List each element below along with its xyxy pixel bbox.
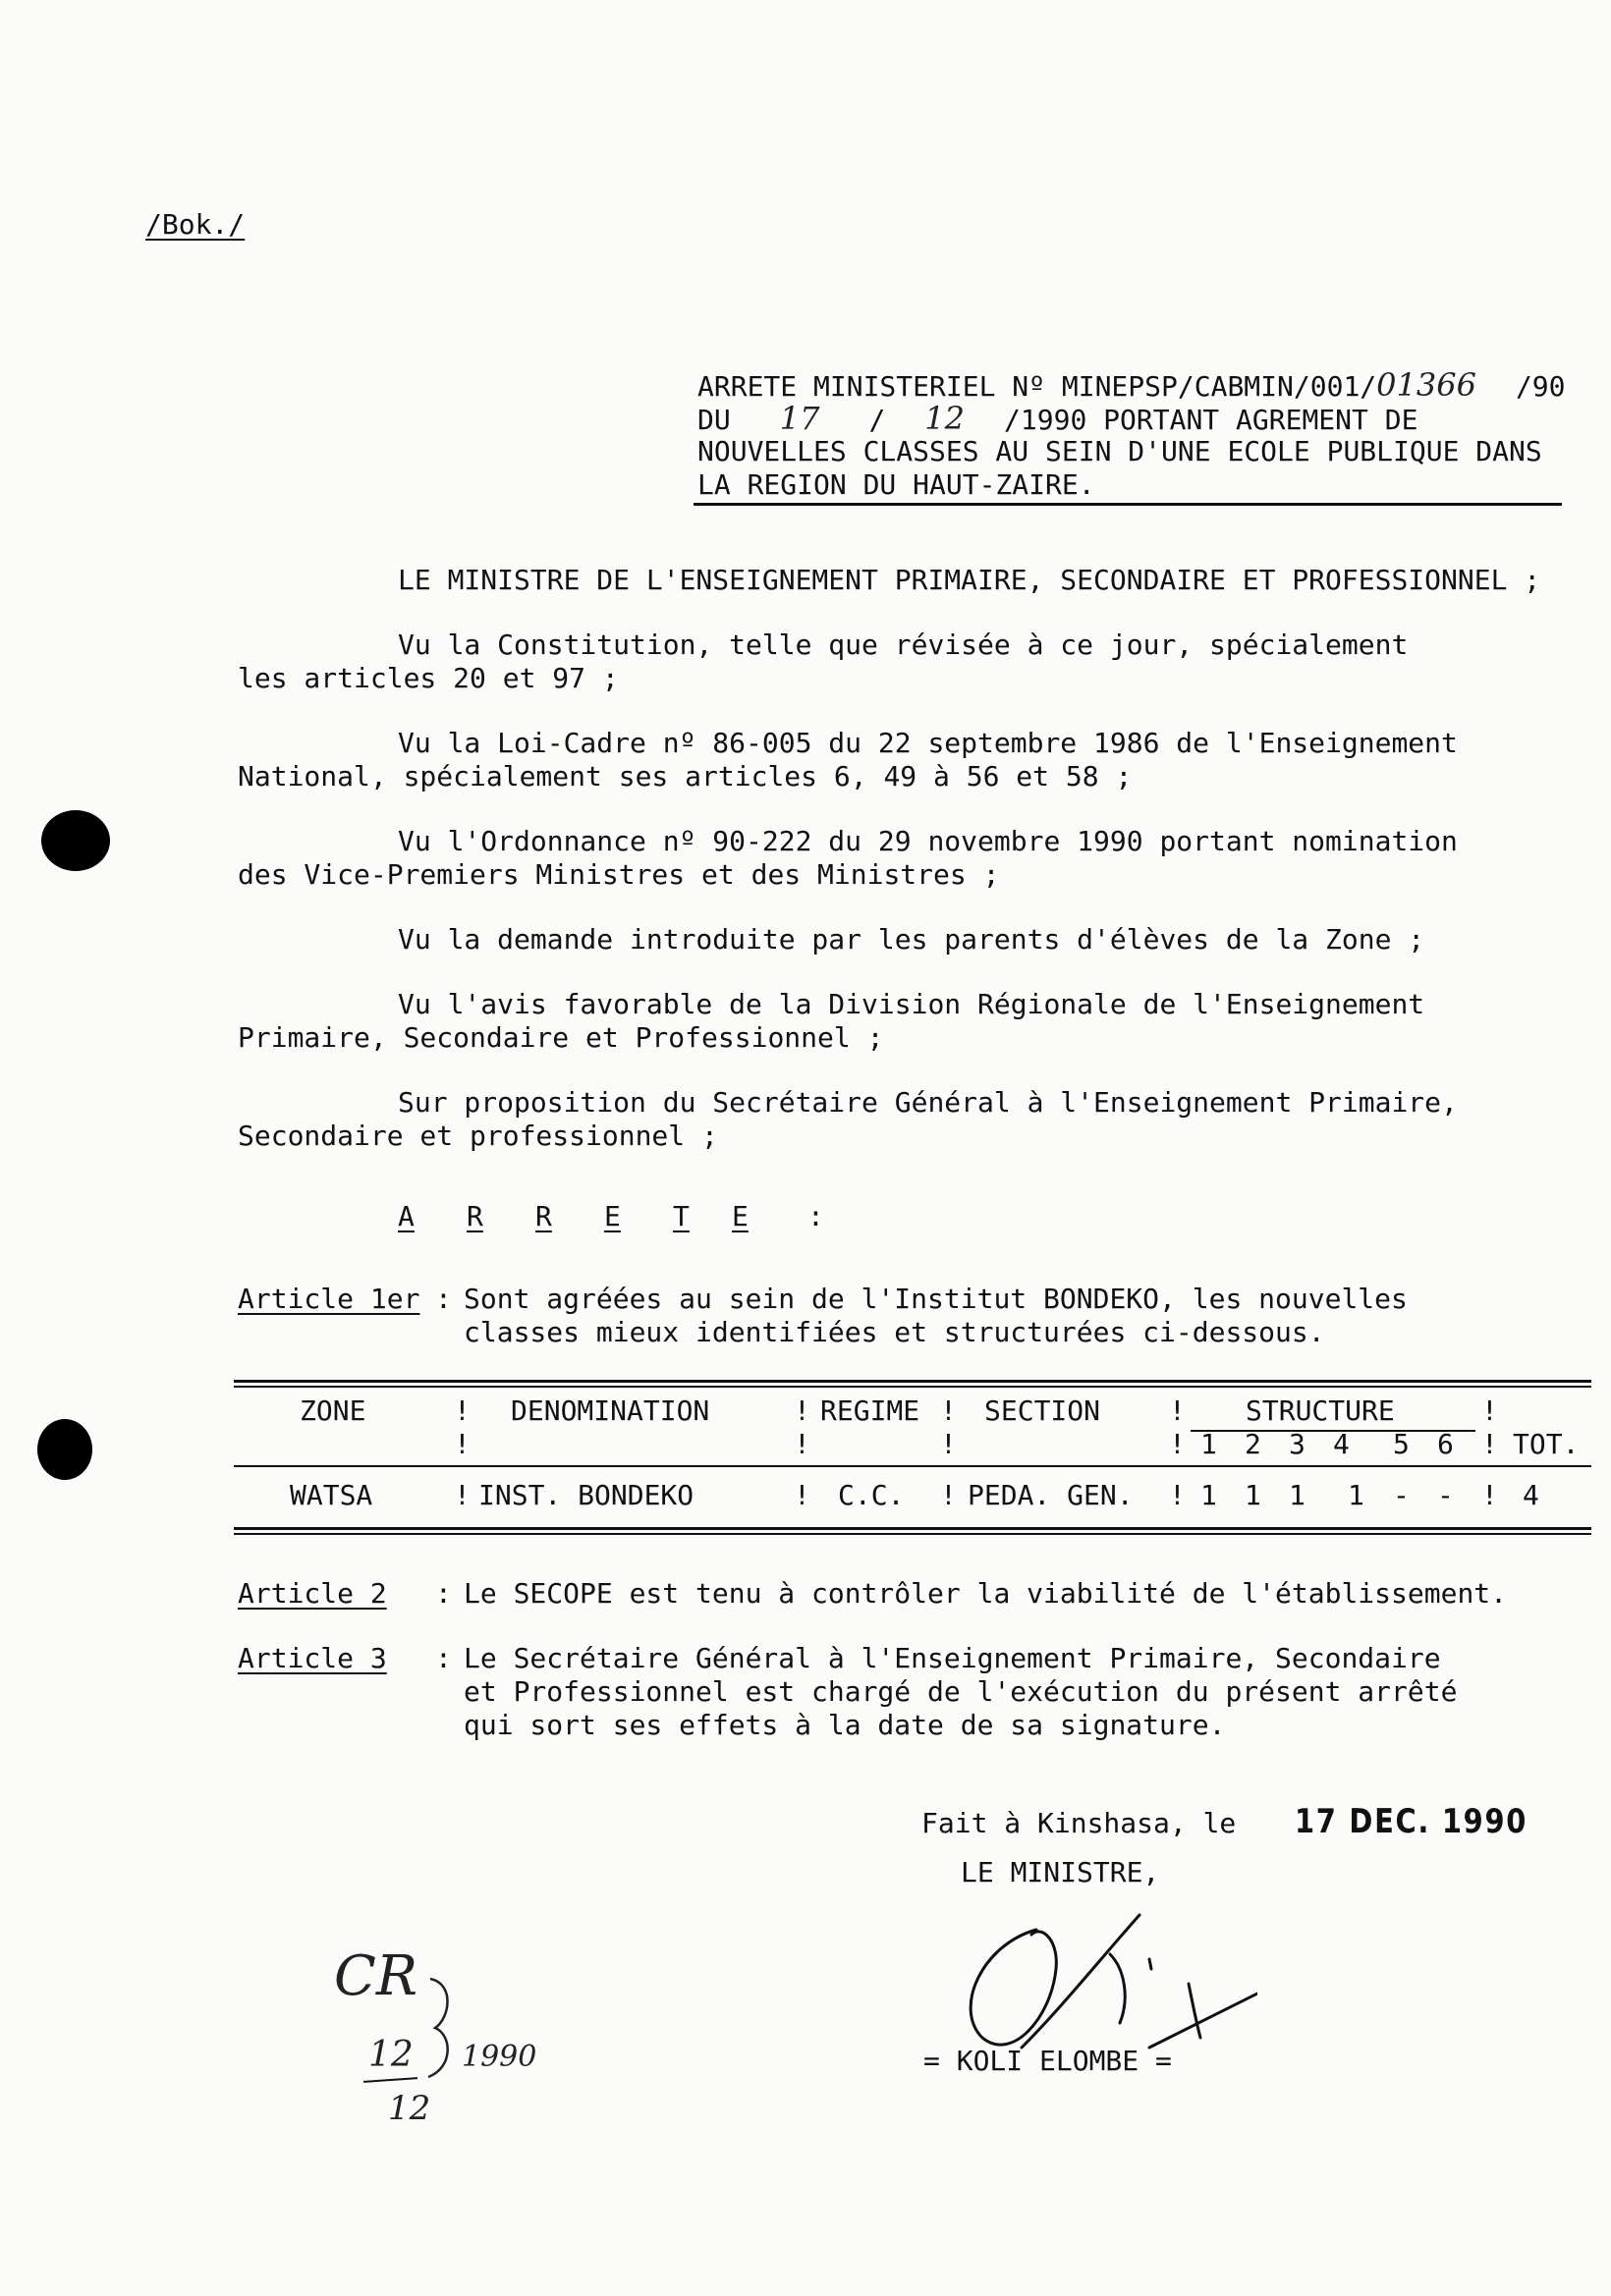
reference-code: /Bok./ bbox=[145, 208, 246, 241]
column-separator: ! bbox=[1169, 1394, 1186, 1427]
header-line-3: NOUVELLES CLASSES AU SEIN D'UNE ECOLE PUBLIQUE DANS bbox=[697, 435, 1542, 467]
structure-col-5: 5 bbox=[1393, 1428, 1410, 1460]
header-line-2 bbox=[697, 402, 1417, 437]
column-separator: ! bbox=[794, 1394, 810, 1427]
column-separator: ! bbox=[1481, 1394, 1498, 1427]
punch-hole-mark bbox=[37, 1419, 92, 1480]
article-1-label: Article 1er bbox=[238, 1283, 420, 1315]
arrete-letter: R bbox=[467, 1200, 483, 1232]
table-row-structure-3: 1 bbox=[1289, 1479, 1305, 1511]
consideration-5-line-2: Primaire, Secondaire et Professionnel ; bbox=[238, 1021, 884, 1054]
arrete-letter: T bbox=[673, 1200, 690, 1232]
structure-col-1: 1 bbox=[1200, 1428, 1217, 1460]
signatory-name: = KOLI ELOMBE = bbox=[923, 2045, 1172, 2077]
column-header-structure: STRUCTURE bbox=[1246, 1394, 1395, 1427]
header-underline bbox=[694, 503, 1562, 506]
annotation-initials: CR bbox=[334, 1944, 418, 2008]
column-separator: ! bbox=[1481, 1479, 1498, 1511]
punch-hole-mark bbox=[41, 810, 110, 871]
consideration-1-line-2: les articles 20 et 97 ; bbox=[238, 662, 619, 694]
consideration-2-line-2: National, spécialement ses articles 6, 49 à 56 et 58 ; bbox=[238, 760, 1133, 793]
article-2-label: Article 2 bbox=[238, 1577, 387, 1610]
article-1-line-1: Sont agréées au sein de l'Institut BONDEKO, les nouvelles bbox=[464, 1283, 1408, 1315]
article-2-separator: : bbox=[435, 1577, 452, 1610]
arrete-colon: : bbox=[807, 1200, 824, 1232]
decree-year-suffix: /90 bbox=[1515, 370, 1566, 403]
table-header-rule bbox=[234, 1465, 1591, 1467]
date-stamp: 17 DEC. 1990 bbox=[1295, 1802, 1528, 1841]
column-header-section: SECTION bbox=[984, 1394, 1101, 1427]
column-separator: ! bbox=[454, 1428, 471, 1460]
handwritten-day: 17 bbox=[779, 400, 820, 437]
signatory-title: LE MINISTRE, bbox=[961, 1856, 1160, 1888]
arrete-letter: E bbox=[604, 1200, 621, 1232]
article-3-separator: : bbox=[435, 1642, 452, 1674]
header-line-4: LA REGION DU HAUT-ZAIRE. bbox=[697, 468, 1095, 501]
table-row-regime: C.C. bbox=[838, 1479, 905, 1511]
structure-col-4: 4 bbox=[1333, 1428, 1350, 1460]
column-separator: ! bbox=[1481, 1428, 1498, 1460]
date-separator: / bbox=[868, 404, 886, 436]
table-row-structure-5: - bbox=[1393, 1479, 1410, 1511]
column-separator: ! bbox=[794, 1428, 810, 1460]
column-separator: ! bbox=[940, 1428, 957, 1460]
column-separator: ! bbox=[1169, 1428, 1186, 1460]
article-3-label: Article 3 bbox=[238, 1642, 387, 1674]
handwritten-decree-number: 01366 bbox=[1376, 366, 1476, 404]
article-3-line-1: Le Secrétaire Général à l'Enseignement Primaire, Secondaire bbox=[464, 1642, 1441, 1674]
header-subject-start: /1990 PORTANT AGREMENT DE bbox=[1004, 404, 1418, 436]
place-of-signing: Fait à Kinshasa, le bbox=[921, 1807, 1237, 1839]
column-separator: ! bbox=[794, 1479, 810, 1511]
consideration-3-line-2: des Vice-Premiers Ministres et des Ministres ; bbox=[238, 858, 1000, 891]
consideration-4-line-1: Vu la demande introduite par les parents d'élèves de la Zone ; bbox=[398, 923, 1425, 956]
column-separator: ! bbox=[454, 1394, 471, 1427]
table-row-structure-1: 1 bbox=[1200, 1479, 1217, 1511]
consideration-6-line-2: Secondaire et professionnel ; bbox=[238, 1120, 718, 1152]
column-header-zone: ZONE bbox=[300, 1394, 366, 1427]
table-row-denomination: INST. BONDEKO bbox=[478, 1479, 694, 1511]
table-top-rule bbox=[234, 1380, 1591, 1388]
table-row-structure-4: 1 bbox=[1348, 1479, 1364, 1511]
annotation-year: 1990 bbox=[462, 2040, 537, 2074]
article-1-line-2: classes mieux identifiées et structurées ci-dessous. bbox=[464, 1316, 1325, 1348]
header-line-1 bbox=[697, 368, 1566, 404]
column-header-denomination: DENOMINATION bbox=[511, 1394, 710, 1427]
article-2-line-1: Le SECOPE est tenu à contrôler la viabilité de l'établissement. bbox=[464, 1577, 1508, 1610]
consideration-6-line-1: Sur proposition du Secrétaire Général à l'Enseignement Primaire, bbox=[398, 1086, 1458, 1119]
column-header-tot: TOT. bbox=[1513, 1428, 1580, 1460]
consideration-5-line-1: Vu l'avis favorable de la Division Régionale de l'Enseignement bbox=[398, 988, 1425, 1020]
structure-col-2: 2 bbox=[1245, 1428, 1261, 1460]
minister-signature bbox=[943, 1900, 1257, 2067]
column-separator: ! bbox=[454, 1479, 471, 1511]
decree-number-label: ARRETE MINISTERIEL Nº MINEPSP/CABMIN/001/ bbox=[697, 370, 1377, 403]
handwritten-month: 12 bbox=[924, 400, 966, 437]
table-row-tot: 4 bbox=[1523, 1479, 1539, 1511]
arrete-letter: A bbox=[398, 1200, 415, 1232]
arrete-letter: E bbox=[732, 1200, 749, 1232]
table-row-zone: WATSA bbox=[290, 1479, 373, 1511]
annotation-day: 12 bbox=[368, 2035, 414, 2075]
column-separator: ! bbox=[940, 1394, 957, 1427]
consideration-1-line-1: Vu la Constitution, telle que révisée à ce jour, spécialement bbox=[398, 629, 1409, 661]
article-1-separator: : bbox=[435, 1283, 452, 1315]
annotation-bracket bbox=[420, 1974, 470, 2082]
annotation-fraction-bar bbox=[363, 2077, 417, 2083]
structure-col-3: 3 bbox=[1289, 1428, 1305, 1460]
table-row-structure-2: 1 bbox=[1245, 1479, 1261, 1511]
article-3-line-2: et Professionnel est chargé de l'exécution du présent arrêté bbox=[464, 1675, 1458, 1708]
table-bottom-rule bbox=[234, 1527, 1591, 1535]
column-separator: ! bbox=[1169, 1479, 1186, 1511]
article-3-line-3: qui sort ses effets à la date de sa signature. bbox=[464, 1709, 1226, 1741]
minister-title: LE MINISTRE DE L'ENSEIGNEMENT PRIMAIRE, SECONDAIRE ET PROFESSIONNEL ; bbox=[398, 564, 1541, 596]
date-prefix: DU bbox=[697, 404, 731, 436]
annotation-month: 12 bbox=[388, 2089, 431, 2128]
arrete-letter: R bbox=[535, 1200, 552, 1232]
table-row-structure-6: - bbox=[1437, 1479, 1454, 1511]
structure-col-6: 6 bbox=[1437, 1428, 1454, 1460]
consideration-2-line-1: Vu la Loi-Cadre nº 86-005 du 22 septembre 1986 de l'Enseignement bbox=[398, 727, 1458, 759]
consideration-3-line-1: Vu l'Ordonnance nº 90-222 du 29 novembre 1990 portant nomination bbox=[398, 825, 1458, 857]
column-separator: ! bbox=[940, 1479, 957, 1511]
column-header-regime: REGIME bbox=[820, 1394, 920, 1427]
table-row-section: PEDA. GEN. bbox=[968, 1479, 1134, 1511]
